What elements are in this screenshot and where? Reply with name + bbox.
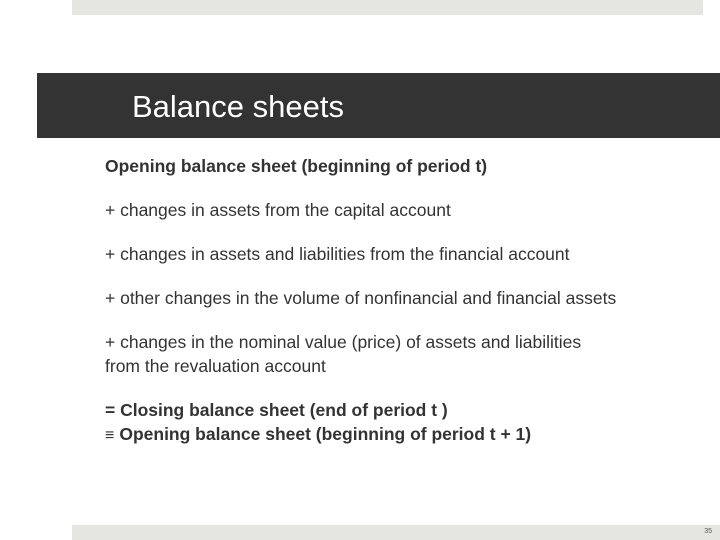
equivalence-line	[105, 422, 531, 448]
other-changes-line: + other changes in the volume of nonfinancial and financial assets	[105, 288, 617, 308]
revaluation-paragraph	[105, 330, 581, 378]
closing-paragraph	[105, 398, 531, 448]
equivalence-symbol: ≡	[105, 427, 115, 444]
financial-account-line: + changes in assets and liabilities from the financial account	[105, 244, 570, 264]
title-band	[37, 73, 720, 138]
capital-account-line: + changes in assets from the capital account	[105, 200, 451, 220]
equivalence-text: Opening balance sheet (beginning of period t + 1)	[119, 424, 532, 444]
opening-balance-line: Opening balance sheet (beginning of period t)	[105, 156, 488, 176]
revaluation-line-1: + changes in the nominal value (price) of assets and liabilities	[105, 332, 582, 352]
closing-balance-line: = Closing balance sheet (end of period t )	[105, 400, 448, 420]
slide-title: Balance sheets	[132, 89, 344, 124]
bottom-accent-bar	[72, 525, 720, 540]
revaluation-line-2: from the revaluation account	[105, 356, 326, 376]
page-number: 35	[704, 528, 712, 535]
top-accent-bar	[72, 0, 703, 15]
